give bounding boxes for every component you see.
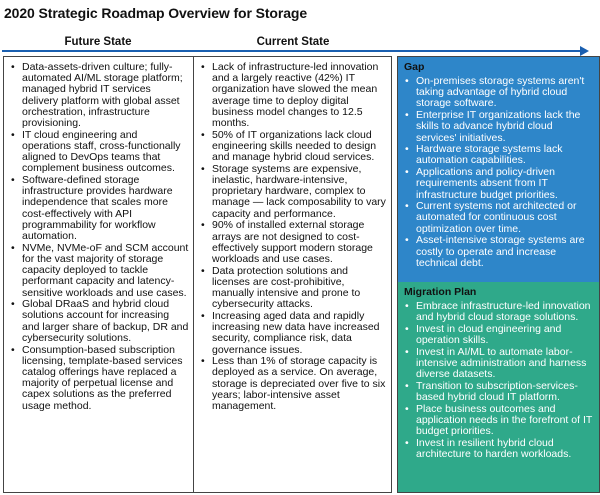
gap-panel <box>398 57 599 282</box>
current-item: • Increasing aged data and rapidly increasing new data have increased security, compliance risk, data governance issues. <box>212 311 387 356</box>
future-item: • Global DRaaS and hybrid cloud solutions account for increasing and larger share of backup, DR and cybersecurity solutions. <box>22 299 189 344</box>
current-item: • Less than 1% of storage capacity is deployed as a service. On average, storage is depreciated over five to six years; labor-intensive asset management. <box>212 356 387 412</box>
migration-item: • Place business outcomes and application needs in the forefront of IT budget priorities. <box>416 404 595 438</box>
current-item: • Storage systems are expensive, inelastic, hardware-intensive, proprietary hardware, complex to manage — lack composability to vary capacity and performance. <box>212 164 387 220</box>
future-item: • NVMe, NVMe-oF and SCM account for the vast majority of storage capacity deployed to tackle performant capacity and latency-sensitive workloads and use cases. <box>22 243 189 299</box>
migration-item: • Embrace infrastructure-led innovation and hybrid cloud storage solutions. <box>416 301 595 323</box>
gap-item: • Enterprise IT organizations lack the skills to advance hybrid cloud services' initiatives. <box>416 110 595 144</box>
future-item: • Consumption-based subscription licensing, template-based services catalog offerings have replaced a majority of perpetual license and capex solutions as the preferred usage method. <box>22 345 189 412</box>
migration-item: • Transition to subscription-services-based hybrid cloud IT platform. <box>416 381 595 403</box>
current-state-header: Current State <box>256 36 330 48</box>
gap-item: • On-premises storage systems aren't taking advantage of hybrid cloud storage software. <box>416 76 595 110</box>
gap-item: • Hardware storage systems lack automation capabilities. <box>416 144 595 166</box>
migration-item: • Invest in cloud engineering and operation skills. <box>416 324 595 346</box>
current-item: • 90% of installed external storage arrays are not designed to cost-effectively support modern storage workloads and use cases. <box>212 220 387 265</box>
timeline-arrow-head-icon <box>580 46 589 56</box>
gap-migration-column <box>397 56 600 493</box>
migration-plan-list <box>398 298 599 460</box>
page-title: 2020 Strategic Roadmap Overview for Storage <box>4 5 308 21</box>
gap-item: • Asset-intensive storage systems are costly to operate and increase technical debt. <box>416 235 595 269</box>
migration-plan-title: Migration Plan <box>404 286 477 298</box>
current-state-column <box>194 56 392 493</box>
current-item: • Lack of infrastructure-led innovation and a largely reactive (42%) IT organization have slowed the mean average time to deploy digital business model changes to 12.5 months. <box>212 62 387 129</box>
gap-title: Gap <box>404 61 425 73</box>
timeline-arrow-line <box>2 50 582 52</box>
future-state-list <box>4 57 193 412</box>
future-state-header: Future State <box>64 36 132 48</box>
future-state-column <box>3 56 194 493</box>
current-item: • 50% of IT organizations lack cloud engineering skills needed to design and manage hybrid cloud services. <box>212 130 387 164</box>
migration-item: • Invest in AI/ML to automate labor-intensive administration and harness diverse datasets. <box>416 347 595 381</box>
future-item: • IT cloud engineering and operations staff, cross-functionally aligned to DevOps teams that complement business outcomes. <box>22 130 189 175</box>
current-item: • Data protection solutions and licenses are cost-prohibitive, manually intensive and prone to cybersecurity attacks. <box>212 266 387 311</box>
gap-item: • Applications and policy-driven requirements absent from IT infrastructure budget priorities. <box>416 167 595 201</box>
future-item: • Software-defined storage infrastructure provides hardware independence that scales more cost-effectively with API programmability for workflow automation. <box>22 175 189 242</box>
migration-plan-panel <box>398 282 599 493</box>
gap-item: • Current systems not architected or automated for continuous cost optimization over time. <box>416 201 595 235</box>
gap-list <box>398 73 599 269</box>
migration-item: • Invest in resilient hybrid cloud architecture to harden workloads. <box>416 438 595 460</box>
current-state-list <box>194 57 391 412</box>
future-item: • Data-assets-driven culture; fully-automated AI/ML storage platform; managed hybrid IT services delivery platform with global asset orchestration, infrastructure provisioning. <box>22 62 189 129</box>
